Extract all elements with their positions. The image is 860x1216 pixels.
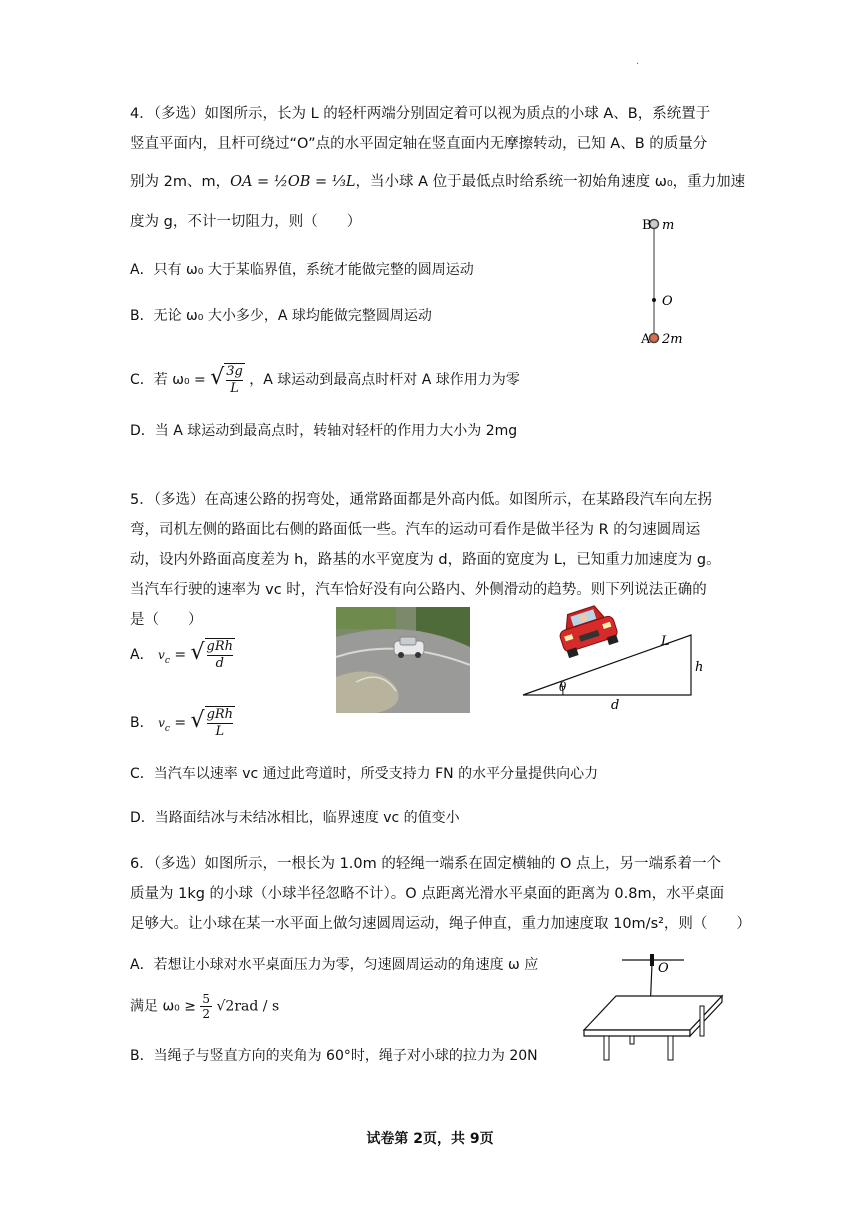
q5-line1: 5．（多选）在高速公路的拐弯处，通常路面都是外高内低。如图所示，在某路段汽车向左拐 [130, 492, 712, 508]
q6-line2: 质量为 1kg 的小球（小球半径忽略不计）。O 点距离光滑水平桌面的距离为 0.8m，水平桌面 [130, 886, 725, 902]
q6-option-a-suffix: √2rad / s [216, 998, 280, 1015]
q5-option-a-den: d [215, 656, 224, 671]
q5-option-b: B． $v_c$ = √ gRh L [130, 707, 234, 739]
q6-line3: 足够大。让小球在某一水平面上做匀速圆周运动，绳子伸直，重力加速度取 10m/s²，则（ ） [130, 916, 751, 932]
q4-option-d: D．当 A 球运动到最高点时，转轴对轻杆的作用力大小为 2mg [130, 423, 518, 439]
label-d: d [611, 698, 620, 713]
q4-line2: 竖直平面内，且杆可绕过“O”点的水平固定轴在竖直面内无摩擦转动，已知 A、B 的质量分 [130, 136, 708, 152]
q5-line5: 是（ ） [130, 612, 203, 628]
q4-line3-b: ，当小球 A 位于最低点时给系统一初始角速度 ω₀，重力加速 [355, 174, 746, 190]
q4-option-c-sqrt: √ $\frac{3g}{L}$ [210, 364, 243, 396]
q5-line3: 动，设内外路面高度差为 h，路基的水平宽度为 d，路面的宽度为 L，已知重力加速度为 g。 [130, 552, 721, 568]
car-icon [554, 605, 620, 659]
q5-option-a-sqrt: √ gRh d [190, 639, 234, 671]
label-m: m [662, 218, 675, 233]
q4-option-c-prefix: C．若 ω₀ = [130, 372, 206, 388]
pivot-o [652, 298, 656, 302]
q4-line3 [130, 172, 745, 192]
page-mark: . [636, 56, 640, 67]
label-h: h [695, 660, 704, 675]
q4-line3-a: 别为 2m、m， [130, 174, 231, 190]
q5-option-b-sub: c [164, 723, 170, 734]
label-L: L [661, 634, 670, 649]
q5-option-a: A． $v_c$ = √ gRh d [130, 639, 234, 671]
q4-rod-figure [640, 210, 710, 350]
q5-option-a-sub: c [164, 655, 170, 666]
label-2m: 2m [662, 332, 683, 347]
q6-frac-num: 5 [202, 992, 211, 1006]
q5-option-b-prefix: B． [130, 715, 154, 731]
q4-option-c-den: L [230, 381, 239, 396]
table-figure [580, 950, 730, 1065]
q4-option-c-num: 3g [226, 364, 243, 379]
q4-line4: 度为 g，不计一切阻力，则（ ） [130, 214, 362, 230]
label-o: O [658, 961, 669, 976]
q6-option-a-line1: A．若想让小球对水平桌面压力为零，匀速圆周运动的角速度 ω 应 [130, 957, 539, 973]
q4-option-b: B．无论 ω₀ 大小多少，A 球均能做完整圆周运动 [130, 308, 432, 324]
q6-option-a-frac [200, 992, 212, 1021]
q5-option-b-den: L [215, 724, 225, 739]
q5-option-a-num: gRh [206, 639, 234, 654]
q5-option-b-num: gRh [206, 707, 234, 722]
q5-option-b-sqrt: √ gRh L [190, 707, 234, 739]
road-photo-image [336, 607, 470, 713]
q5-option-a-v: v [158, 648, 165, 662]
q6-option-b: B．当绳子与竖直方向的夹角为 60°时，绳子对小球的拉力为 20N [130, 1048, 538, 1064]
q5-option-c: C．当汽车以速率 vc 通过此弯道时，所受支持力 FN 的水平分量提供向心力 [130, 766, 599, 782]
q6-frac-den: 2 [202, 1007, 211, 1021]
q5-option-d: D．当路面结冰与未结冰相比，临界速度 vc 的值变小 [130, 810, 460, 826]
label-a: A [641, 332, 651, 347]
q4-line1: 4．（多选）如图所示，长为 L 的轻杆两端分别固定着可以视为质点的小球 A、B，系统置于 [130, 106, 711, 122]
page-footer: 试卷第 2页，共 9页 [366, 1131, 494, 1147]
q6-line1: 6．（多选）如图所示，一根长为 1.0m 的轻绳一端系在固定横轴的 O 点上，另一端系着一个 [130, 856, 722, 872]
incline-figure [515, 605, 715, 715]
q4-option-c-suffix: ，A 球运动到最高点时杆对 A 球作用力为零 [249, 372, 520, 388]
q5-option-a-prefix: A． [130, 647, 154, 663]
q5-line2: 弯，司机左侧的路面比右侧的路面低一些。汽车的运动可看作是做半径为 R 的匀速圆周运 [130, 522, 701, 538]
ball-a [650, 334, 659, 343]
road-photo [336, 607, 470, 713]
q5-line4: 当汽车行驶的速率为 vc 时，汽车恰好没有向公路内、外侧滑动的趋势。则下列说法正确的 [130, 582, 707, 598]
label-theta: θ [559, 680, 567, 694]
q4-formula: OA = ½OB = ⅓L [230, 174, 356, 190]
q5-option-b-v: v [158, 716, 165, 730]
label-b: B [642, 218, 652, 233]
q6-option-a-line2 [130, 992, 279, 1021]
label-o: O [662, 294, 673, 309]
q4-option-a: A．只有 ω₀ 大于某临界值，系统才能做完整的圆周运动 [130, 262, 474, 278]
q6-option-a-prefix: 满足 ω₀ ≥ [130, 998, 196, 1015]
q4-option-c [130, 363, 520, 397]
